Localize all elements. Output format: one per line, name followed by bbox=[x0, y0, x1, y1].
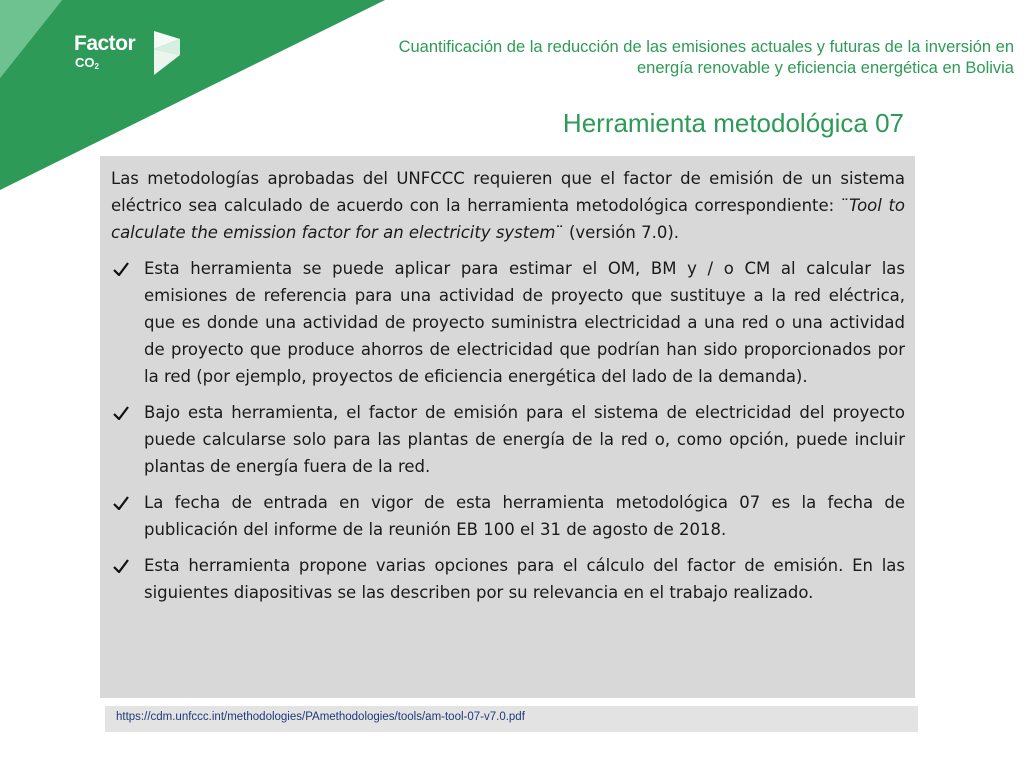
list-item: Bajo esta herramienta, el factor de emisión para el sistema de electricidad del proyecto puede calcularse solo para las plantas de energía de la red o, como opción, puede incluir plantas de energía fuera de la red. bbox=[111, 399, 905, 480]
checkmark-icon bbox=[113, 559, 129, 573]
list-item: Esta herramienta propone varias opciones para el cálculo del factor de emisión. En las siguientes diapositivas se las describen por su relevancia en el trabajo realizado. bbox=[111, 552, 905, 606]
subtitle-line-2: energía renovable y eficiencia energética en Bolivia bbox=[637, 59, 1014, 77]
presentation-subtitle bbox=[254, 37, 1014, 79]
source-box bbox=[105, 706, 918, 732]
subtitle-line-1: Cuantificación de la reducción de las emisiones actuales y futuras de la inversión en bbox=[398, 38, 1014, 56]
list-item: La fecha de entrada en vigor de esta herramienta metodológica 07 es la fecha de publicación del informe de la reunión EB 100 el 31 de agosto de 2018. bbox=[111, 489, 905, 543]
intro-paragraph: Las metodologías aprobadas del UNFCCC requieren que el factor de emisión de un sistema eléctrico sea calculado de acuerdo con la herramienta metodológica correspondiente: ¨Tool to calculate the emission factor for an electricity system¨ (versión 7.0). bbox=[111, 169, 906, 242]
logo-co2: $CO_2$ bbox=[75, 55, 99, 71]
tool-name: Tool to calculate the emission factor for an electricity system bbox=[111, 196, 906, 242]
source-link[interactable]: https://cdm.unfccc.int/methodologies/PAmethodologies/tools/am-tool-07-v7.0.pdf bbox=[116, 711, 525, 723]
list-item: Esta herramienta se puede aplicar para estimar el OM, BM y / o CM al calcular las emisiones de referencia para una actividad de proyecto que sustituye a la red eléctrica, que es donde una actividad de proyecto suministra electricidad a una red o una actividad de proyecto que produce ahorros de electricidad que podrían han sido proporcionados por la red (por ejemplo, proyectos de eficiencia energética del lado de la demanda). bbox=[111, 255, 905, 390]
slide-title: Herramienta metodológica 07 bbox=[562, 108, 904, 138]
logo-wordmark: Factor bbox=[74, 32, 136, 55]
checkmark-icon bbox=[113, 496, 129, 510]
bullet-list bbox=[111, 255, 905, 606]
factor-co2-logo bbox=[74, 32, 194, 82]
checkmark-icon bbox=[113, 262, 129, 276]
checkmark-icon bbox=[113, 406, 129, 420]
content-box bbox=[100, 156, 915, 698]
logo-mark-icon bbox=[152, 29, 186, 77]
